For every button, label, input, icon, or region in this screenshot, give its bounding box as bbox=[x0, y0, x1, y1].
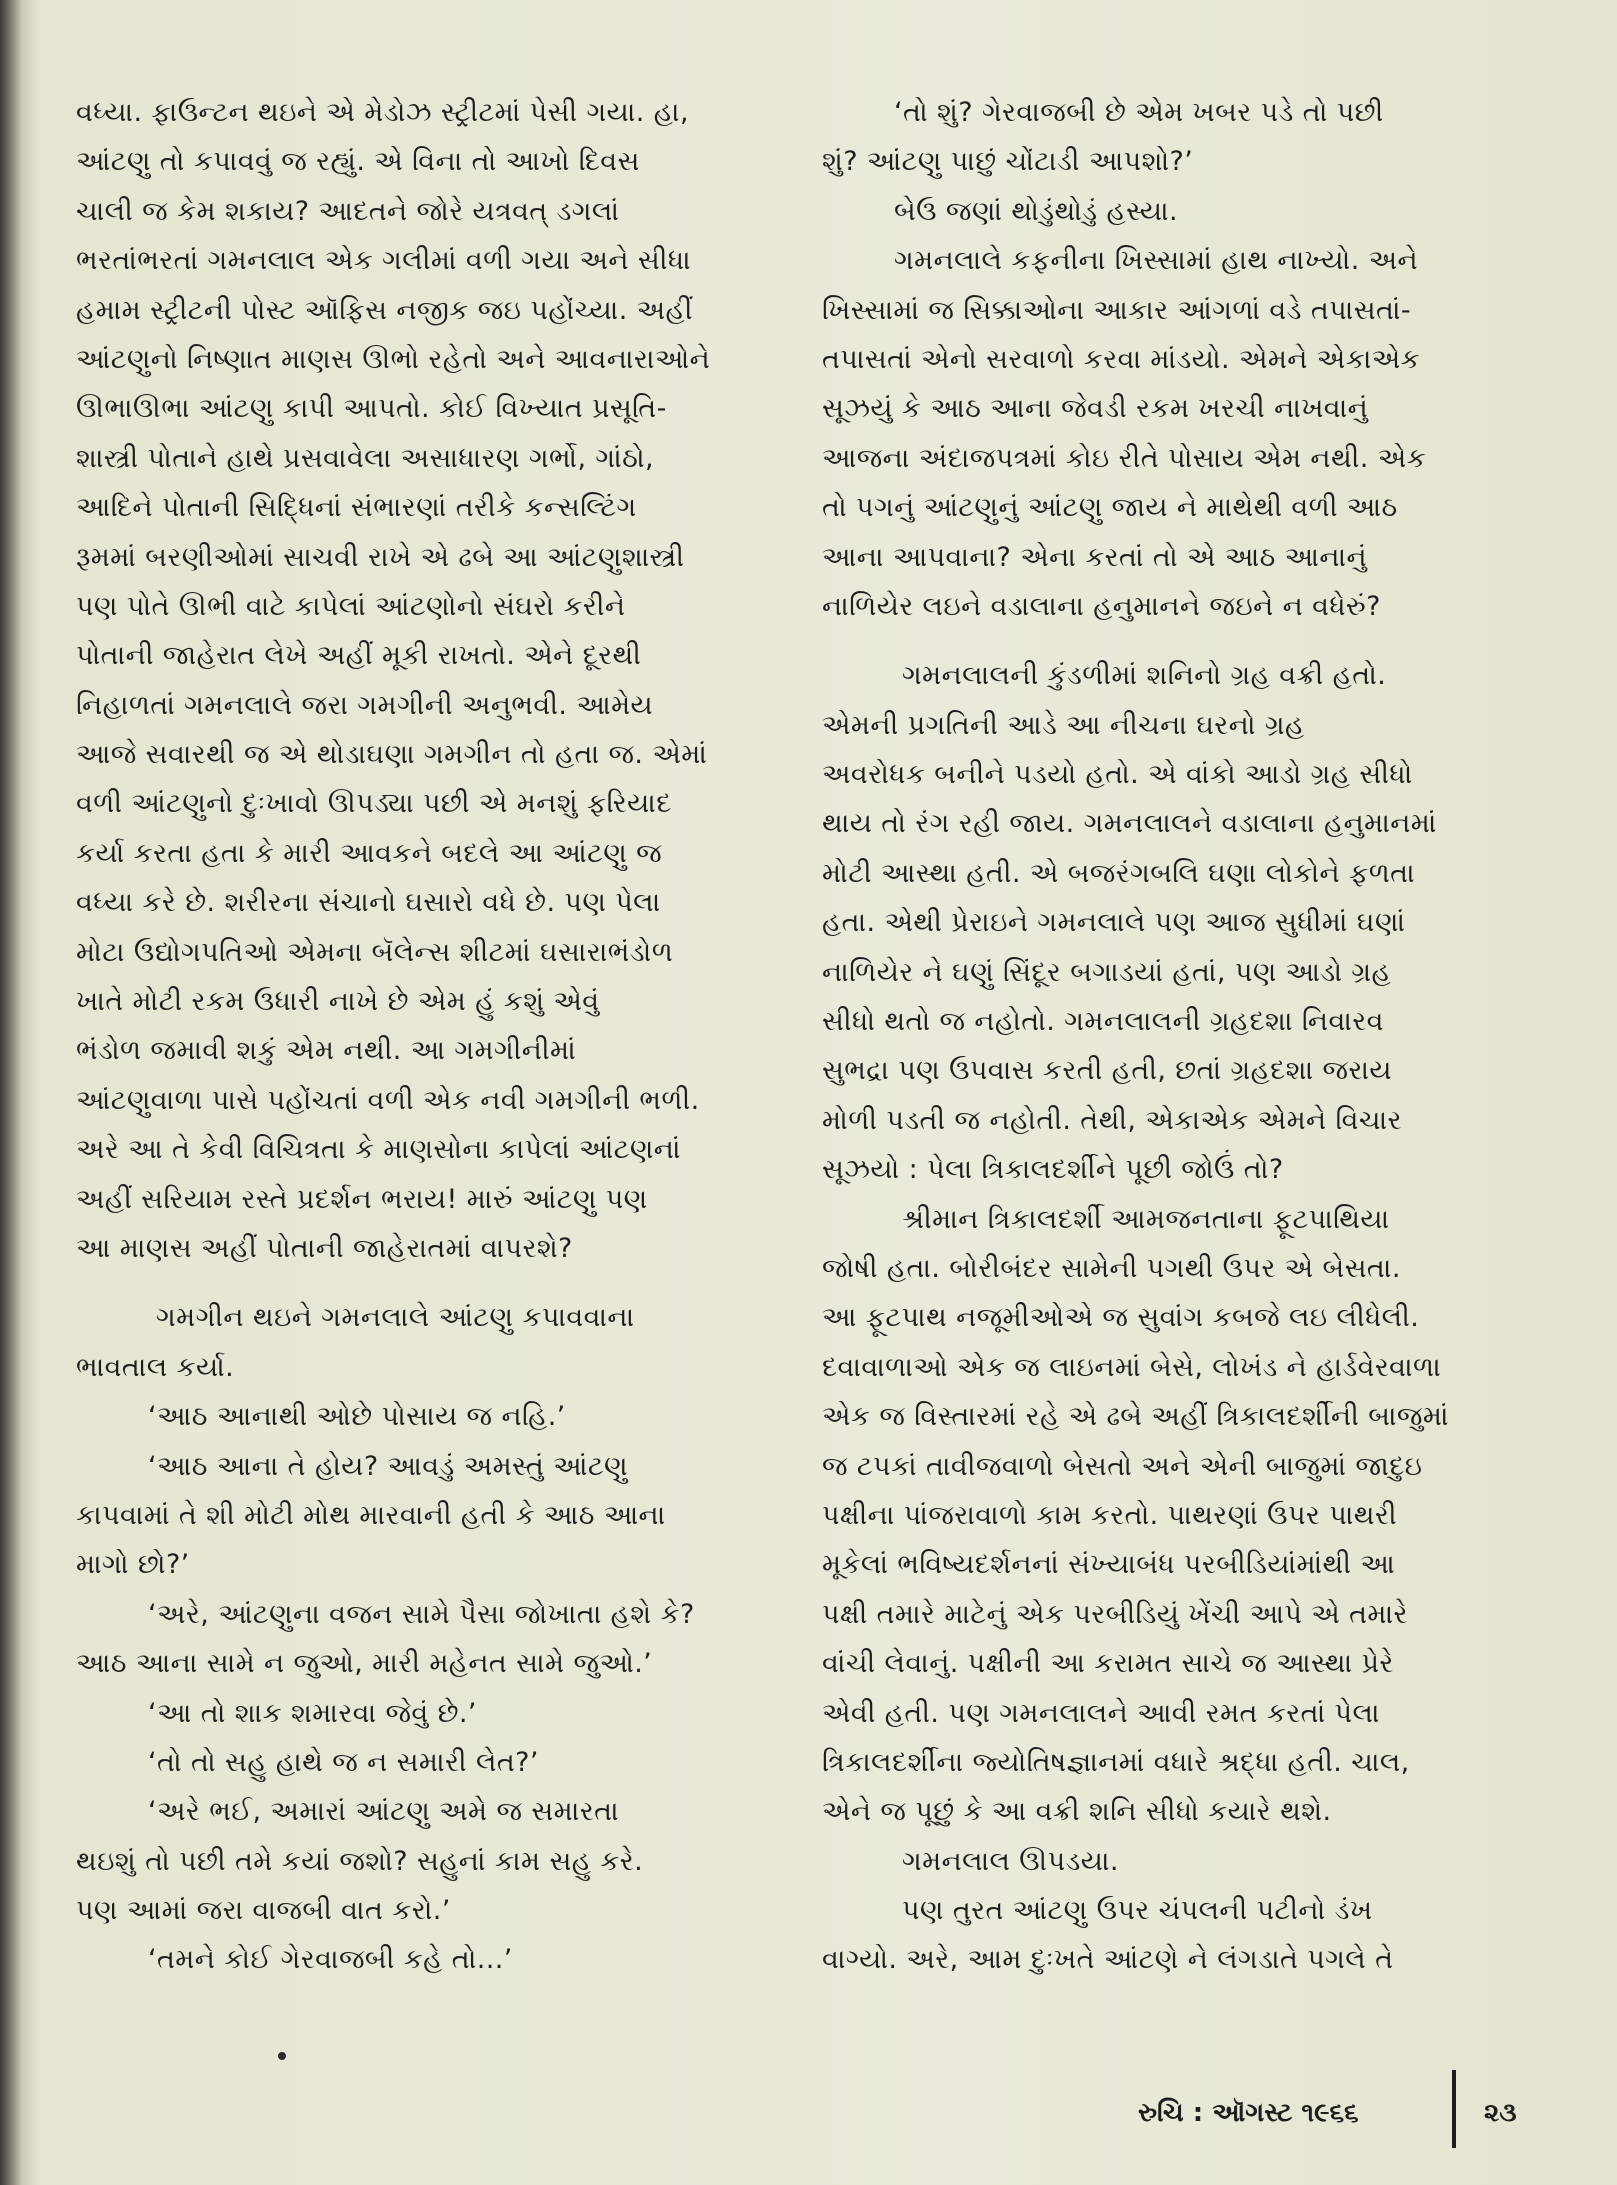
dialogue-line: ‘આઠ આનાથી ઓછે પોસાય જ નહિ.’ bbox=[148, 1401, 566, 1433]
text-line: આંટણુનો નિષ્ણાત માણસ ઊભો રહેતો અને આવનારાઓને bbox=[76, 343, 711, 375]
text-line: અહીં સરિયામ રસ્તે પ્રદર્શન ભરાય! મારું આંટણુ પણ bbox=[76, 1183, 648, 1215]
text-line: નિહાળતાં ગમનલાલે જરા ગમગીની અનુભવી. આમેય bbox=[76, 689, 654, 721]
dialogue-line: ‘તો શું? ગેરવાજબી છે એમ ખબર પડે તો પછી bbox=[894, 97, 1384, 128]
text-line: સીધો થતો જ નહોતો. ગમનલાલની ગ્રહદશા નિવારવ bbox=[822, 1006, 1384, 1038]
text-line: ગમનલાલ ઊપડયા. bbox=[902, 1845, 1119, 1877]
text-line: પક્ષીના પાંજરાવાળો કામ કરતો. પાથરણાં ઉપર પાથરી bbox=[822, 1499, 1397, 1531]
text-line: મોળી પડતી જ નહોતી. તેથી, એકાએક એમને વિચાર bbox=[822, 1104, 1402, 1136]
text-line: તો પગનું આંટણુનું આંટણુ જાય ને માથેથી વળી આઠ bbox=[822, 492, 1398, 524]
text-line: ત્રિકાલદર્શીના જ્યોતિષજ્ઞાનમાં વધારે શ્રદ્ધા હતી. ચાલ, bbox=[822, 1746, 1410, 1778]
text-line: રૂમમાં બરણીઓમાં સાચવી રાખે એ ઢબે આ આંટણુશાસ્ત્રી bbox=[76, 541, 685, 573]
text-line: જ ટપકાં તાવીજવાળો બેસતો અને એની બાજુમાં જાદુઇ bbox=[822, 1450, 1423, 1482]
text-line: હતા. એથી પ્રેરાઇને ગમનલાલે પણ આજ સુધીમાં ઘણાં bbox=[822, 907, 1406, 939]
text-line: ગમનલાલે કફનીના ખિસ્સામાં હાથ નાખ્યો. અને bbox=[894, 245, 1419, 277]
text-line: સુભદ્રા પણ ઉપવાસ કરતી હતી, છતાં ગ્રહદશા જરાય bbox=[822, 1055, 1392, 1087]
text-line: શ્રીમાન ત્રિકાલદર્શી આમજનતાના ફૂટપાથિયા bbox=[902, 1203, 1390, 1235]
text-line: વાગ્યો. અરે, આમ દુઃખતે આંટણે ને લંગડાતે પગલે તે bbox=[822, 1944, 1394, 1976]
text-line: આના આપવાના? એના કરતાં તો એ આઠ આનાનું bbox=[822, 541, 1368, 573]
text-line: હમામ સ્ટ્રીટની પોસ્ટ ઑફિસ નજીક જઇ પહોંચ્યા. અહીં bbox=[76, 294, 693, 326]
text-line: ઊભાઊભા આંટણુ કાપી આપતો. કોઈ વિખ્યાત પ્રસૂતિ- bbox=[76, 393, 667, 425]
text-line: આજે સવારથી જ એ થોડાઘણા ગમગીન તો હતા જ. એમાં bbox=[76, 739, 708, 771]
text-line: આદિને પોતાની સિદ્ધિનાં સંભારણાં તરીકે કન્સલ્ટિંગ bbox=[76, 492, 637, 524]
dialogue-line: ‘તો તો સહુ હાથે જ ન સમારી લેત?’ bbox=[148, 1746, 539, 1778]
text-line: પણ તુરત આંટણુ ઉપર ચંપલની પટીનો ડંખ bbox=[902, 1895, 1373, 1927]
page-footer bbox=[1138, 2088, 1538, 2138]
text-line: શું? આંટણુ પાછું ચોંટાડી આપશો?’ bbox=[822, 146, 1194, 178]
text-line: શાસ્ત્રી પોતાને હાથે પ્રસવાવેલા અસાધારણ ગર્ભો, ગાંઠો, bbox=[76, 442, 654, 474]
text-line: મોટા ઉદ્યોગપતિઓ એમના બૅલેન્સ શીટમાં ઘસારાભંડોળ bbox=[76, 936, 674, 968]
text-line: વાંચી લેવાનું. પક્ષીની આ કરામત સાચે જ આસ્થા પ્રેરે bbox=[822, 1648, 1394, 1680]
text-line: જોષી હતા. બોરીબંદર સામેની પગથી ઉપર એ બેસતા. bbox=[822, 1252, 1401, 1284]
page-number: ૨૩ bbox=[1484, 2098, 1517, 2128]
text-line: નાળિયેર લઇને વડાલાના હનુમાનને જઇને ન વધેરું? bbox=[822, 590, 1381, 622]
text-line: અરે આ તે કેવી વિચિત્રતા કે માણસોના કાપેલાં આંટણનાં bbox=[76, 1134, 681, 1166]
text-line: પણ આમાં જરા વાજબી વાત કરો.’ bbox=[76, 1895, 451, 1927]
text-line: થાય તો રંગ રહી જાય. ગમનલાલને વડાલાના હનુમાનમાં bbox=[822, 808, 1437, 840]
text-line: ગમગીન થઇને ગમનલાલે આંટણુ કપાવવાના bbox=[156, 1302, 635, 1334]
text-line: સૂઝયું કે આઠ આના જેવડી રકમ ખરચી નાખવાનું bbox=[822, 393, 1369, 425]
paragraph-gap bbox=[76, 1273, 764, 1293]
text-line: દવાવાળાઓ એક જ લાઇનમાં બેસે, લોખંડ ને હાર્ડવેરવાળા bbox=[822, 1351, 1442, 1383]
text-line: મૂકેલાં ભવિષ્યદર્શનનાં સંખ્યાબંધ પરબીડિયાંમાંથી આ bbox=[822, 1549, 1396, 1581]
text-line: ભરતાંભરતાં ગમનલાલ એક ગલીમાં વળી ગયા અને સીધા bbox=[76, 245, 692, 277]
text-line: ખાતે મોટી રકમ ઉધારી નાખે છે એમ હું કશું એવું bbox=[76, 986, 600, 1018]
paragraph-gap bbox=[822, 631, 1522, 651]
text-line: કાપવામાં તે શી મોટી મોથ મારવાની હતી કે આઠ આના bbox=[76, 1499, 666, 1531]
text-line: આંટણુ તો કપાવવું જ રહ્યું. એ વિના તો આખો દિવસ bbox=[76, 146, 640, 178]
text-line: આ માણસ અહીં પોતાની જાહેરાતમાં વાપરશે? bbox=[76, 1232, 573, 1264]
text-line: એને જ પૂછું કે આ વક્રી શનિ સીધો કયારે થશે. bbox=[822, 1796, 1332, 1828]
ink-dot bbox=[278, 2052, 286, 2060]
text-line: ચાલી જ કેમ શકાય? આદતને જોરે યત્રવત્ ડગલાં bbox=[76, 195, 620, 227]
text-line: ભાવતાલ કર્યા. bbox=[76, 1351, 235, 1383]
text-line: વધ્યા. ફાઉન્ટન થઇને એ મેડોઝ સ્ટ્રીટમાં પેસી ગયા. હા, bbox=[76, 97, 689, 128]
dialogue-line: ‘તમને કોઈ ગેરવાજબી કહે તો...’ bbox=[148, 1944, 513, 1976]
text-line: કર્યા કરતા હતા કે મારી આવકને બદલે આ આંટણુ જ bbox=[76, 837, 663, 869]
text-line: મોટી આસ્થા હતી. એ બજરંગબલિ ઘણા લોકોને ફળતા bbox=[822, 857, 1416, 889]
text-line: વળી આંટણુનો દુઃખાવો ઊપડ્યા પછી એ મનશું ફરિયાદ bbox=[76, 788, 672, 820]
magazine-issue-label: રુચિ : ઑગસ્ટ ૧૯૬૬ bbox=[1138, 2098, 1359, 2128]
text-line: આઠ આના સામે ન જુઓ, મારી મહેનત સામે જુઓ.’ bbox=[76, 1648, 653, 1680]
text-line: વધ્યા કરે છે. શરીરના સંચાનો ઘસારો વધે છે. પણ પેલા bbox=[76, 887, 661, 919]
text-line: પોતાની જાહેરાત લેખે અહીં મૂકી રાખતો. એને દૂરથી bbox=[76, 640, 642, 672]
footer-divider bbox=[1452, 2070, 1456, 2148]
right-column bbox=[822, 88, 1522, 1985]
text-line: એમની પ્રગતિની આડે આ નીચના ઘરનો ગ્રહ bbox=[822, 709, 1305, 741]
text-line: નાળિયેર ને ઘણું સિંદૂર બગાડયાં હતાં, પણ આડો ગ્રહ bbox=[822, 956, 1392, 988]
dialogue-line: ‘અરે ભઈ, અમારાં આંટણુ અમે જ સમારતા bbox=[148, 1796, 619, 1828]
text-line: થઇશું તો પછી તમે કયાં જશો? સહુનાં કામ સહુ કરે. bbox=[76, 1845, 644, 1877]
text-line: પક્ષી તમારે માટેનું એક પરબીડિયું ખેંચી આપે એ તમારે bbox=[822, 1598, 1408, 1630]
text-line: બેઉ જણાં થોડુંથોડું હસ્યા. bbox=[894, 195, 1178, 227]
left-column bbox=[76, 88, 764, 1985]
dialogue-line: ‘અરે, આંટણુના વજન સામે પૈસા જોખાતા હશે કે? bbox=[148, 1598, 695, 1630]
text-line: આ ફૂટપાથ નજૂમીઓએ જ સુવાંગ કબજે લઇ લીધેલી. bbox=[822, 1302, 1420, 1334]
dialogue-line: ‘આઠ આના તે હોય? આવડું અમસ્તું આંટણુ bbox=[148, 1450, 628, 1482]
text-line: એક જ વિસ્તારમાં રહે એ ઢબે અહીં ત્રિકાલદર્શીની બાજુમાં bbox=[822, 1401, 1449, 1433]
text-line: ભંડોળ જમાવી શકું એમ નથી. આ ગમગીનીમાં bbox=[76, 1035, 577, 1067]
text-line: સૂઝયો : પેલા ત્રિકાલદર્શીને પૂછી જોઉં તો? bbox=[822, 1154, 1284, 1186]
text-line: અવરોધક બનીને પડયો હતો. એ વાંકો આડો ગ્રહ સીધો bbox=[822, 759, 1413, 791]
text-line: એવી હતી. પણ ગમનલાલને આવી રમત કરતાં પેલા bbox=[822, 1697, 1380, 1729]
text-line: આંટણુવાળા પાસે પહોંચતાં વળી એક નવી ગમગીની ભળી. bbox=[76, 1084, 700, 1116]
text-line: તપાસતાં એનો સરવાળો કરવા માંડયો. એમને એકાએક bbox=[822, 343, 1421, 375]
text-line: ગમનલાલની કુંડળીમાં શનિનો ગ્રહ વક્રી હતો. bbox=[902, 660, 1387, 692]
text-line: આજના અંદાજપત્રમાં કોઇ રીતે પોસાય એમ નથી. એક bbox=[822, 442, 1427, 474]
text-line: પણ પોતે ઊભી વાટે કાપેલાં આંટણોનો સંઘરો કરીને bbox=[76, 590, 626, 622]
dialogue-line: ‘આ તો શાક શમારવા જેવું છે.’ bbox=[148, 1697, 477, 1729]
text-line: ખિસ્સામાં જ સિક્કાઓના આકાર આંગળાં વડે તપાસતાં- bbox=[822, 294, 1412, 326]
text-line: માગો છો?’ bbox=[76, 1549, 190, 1581]
